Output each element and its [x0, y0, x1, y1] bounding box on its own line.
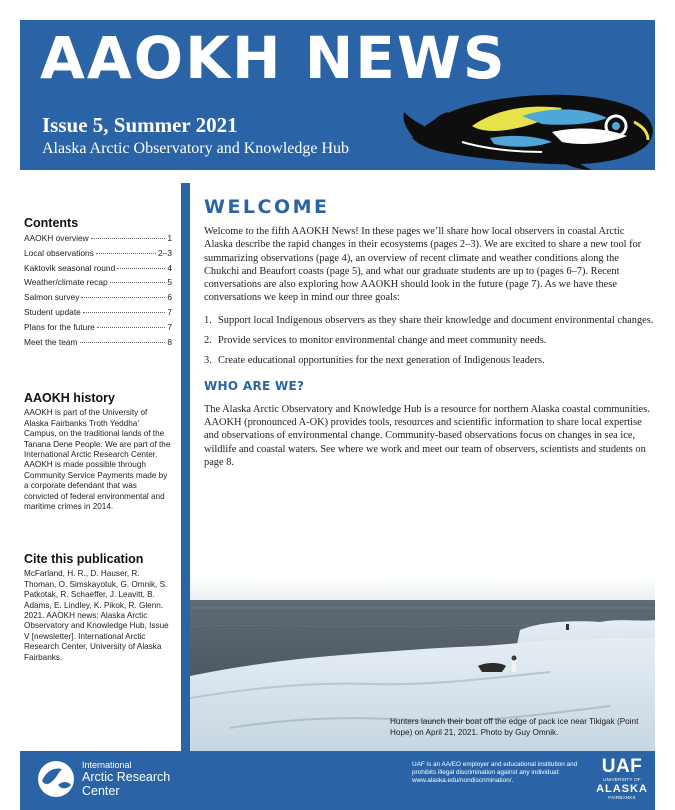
goals-list [204, 314, 654, 368]
organization-subtitle: Alaska Arctic Observatory and Knowledge Hub [42, 140, 350, 157]
iarc-globe-icon [36, 759, 76, 799]
who-heading: WHO ARE WE? [204, 378, 305, 393]
nondiscrimination-notice: UAF is an AA/EO employer and educational institution and prohibits illegal discrimination against any individual: www.alaska.edu/nondiscrimination/. [412, 761, 578, 785]
toc-item[interactable] [24, 233, 172, 248]
toc-item-page: 1 [167, 233, 172, 243]
toc-item[interactable] [24, 263, 172, 278]
welcome-paragraph: Welcome to the fifth AAOKH News! In these pages we’ll share how local observers in coastal Arctic Alaska describe the rapid changes in their ecosystems (pages 2–3). We are excited to share a new tool for summarizing observations (page 4), an overview of recent climate and weather conditions along the Chukchi and Beaufort coasts (page 5), and what our graduate students are up to (pages 6–7). Recent conversations are also exploring how AAOKH should look in the future (page 7). As we have these conversations we keep in mind our three goals: [204, 226, 642, 304]
toc-item-page: 4 [167, 262, 172, 273]
toc-item[interactable] [24, 277, 172, 292]
iarc-line1: International [82, 760, 132, 770]
iarc-line2: Arctic Research [82, 770, 171, 784]
toc-leader [117, 268, 165, 269]
goal-item [204, 314, 654, 327]
toc-item-title: Kaktovik seasonal round [24, 262, 116, 273]
toc-item[interactable] [24, 292, 172, 307]
header-banner [20, 20, 655, 170]
toc-leader [81, 297, 165, 298]
uaf-logo [595, 757, 649, 800]
toc-item-title: Student update [24, 306, 81, 317]
toc-item-title: Meet the team [24, 336, 78, 347]
goal-text: Support local Indigenous observers as they share their knowledge and document environmental changes. [218, 314, 654, 326]
contents-heading: Contents [24, 216, 79, 230]
uaf-small: UNIVERSITY OF [603, 777, 641, 782]
table-of-contents [24, 233, 172, 351]
toc-item[interactable] [24, 337, 172, 352]
toc-item-page: 6 [167, 292, 172, 303]
toc-item-title: Plans for the future [24, 321, 95, 332]
issue-label: Issue 5, Summer 2021 [42, 113, 238, 137]
goal-item [204, 334, 654, 347]
goal-text: Create educational opportunities for the next generation of Indigenous leaders. [218, 355, 545, 367]
toc-item-title: Weather/climate recap [24, 277, 108, 288]
toc-item-title: Salmon survey [24, 292, 80, 303]
uaf-city: FAIRBANKS [608, 794, 636, 800]
history-heading: AAOKH history [24, 391, 115, 406]
goal-number: 1. [204, 314, 212, 326]
toc-item-page: 7 [167, 321, 172, 332]
toc-leader [83, 312, 166, 313]
sidebar [24, 216, 172, 663]
citation-text: McFarland, H. R., D. Hauser, R. Thoman, O. Simskayotuk, G. Omnik, S. Patkotak, R. Schaeffer, J. Leavitt, B. Adams, E. Lindley, K. Pikok, R. Glenn. 2021. AAOKH news: Alaska Arctic Observatory and Knowledge Hub, Issue V [newsletter]. International Arctic Research Center, University of Alaska Fairbanks. [24, 569, 169, 662]
cite-heading: Cite this publication [24, 552, 144, 567]
toc-item-page: 5 [167, 277, 172, 288]
toc-item[interactable] [24, 307, 172, 322]
iarc-line3: Center [82, 783, 120, 798]
toc-item-page: 8 [167, 336, 172, 347]
toc-item[interactable] [24, 322, 172, 337]
whale-art-icon [402, 86, 655, 170]
uaf-mark: UAF [601, 756, 643, 777]
goal-text: Provide services to monitor environmental change and meet community needs. [218, 335, 547, 347]
toc-leader [97, 327, 166, 328]
footer-banner [20, 751, 655, 810]
toc-item-page: 2–3 [158, 247, 172, 258]
toc-item[interactable] [24, 248, 172, 263]
toc-leader [96, 253, 156, 254]
iarc-logo-text [82, 760, 170, 798]
toc-item-title: AAOKH overview [24, 233, 89, 243]
photo-caption: Hunters launch their boat off the edge of pack ice near Tikigak (Point Hope) on April 21, 2021. Photo by Guy Omnik. [390, 717, 639, 737]
goal-number: 3. [204, 355, 212, 367]
history-text: AAOKH is part of the University of Alaska Fairbanks Troth Yeddha’ Campus, on the traditional lands of the Tanana Dene People. We are part of the International Arctic Research Center. AAOKH is made possible through Community Service Payments made by a corporate defendant that was convicted of federal environmental and maritime crimes in 2014. [24, 408, 171, 512]
goal-item [204, 354, 654, 367]
masthead-title: AAOKH NEWS [40, 24, 507, 92]
toc-item-page: 7 [167, 306, 172, 317]
toc-leader [110, 282, 166, 283]
main-column [204, 196, 654, 469]
toc-item-title: Local observations [24, 247, 94, 258]
toc-leader [80, 342, 166, 343]
goal-number: 2. [204, 335, 212, 347]
column-divider [181, 183, 190, 751]
welcome-heading: WELCOME [204, 196, 330, 218]
who-paragraph: The Alaska Arctic Observatory and Knowledge Hub is a resource for northern Alaska coastal communities. AAOKH (pronounced A-OK) provides tools, resources and scientific information to share local expertise and observations of environmental change. Community-based observations focus on changes in sea ice, wildlife and coastal waters. See where we work and meet our team of observers, scientists and students on page 8. [204, 403, 650, 468]
toc-leader [91, 238, 166, 239]
uaf-big: ALASKA [596, 782, 648, 795]
